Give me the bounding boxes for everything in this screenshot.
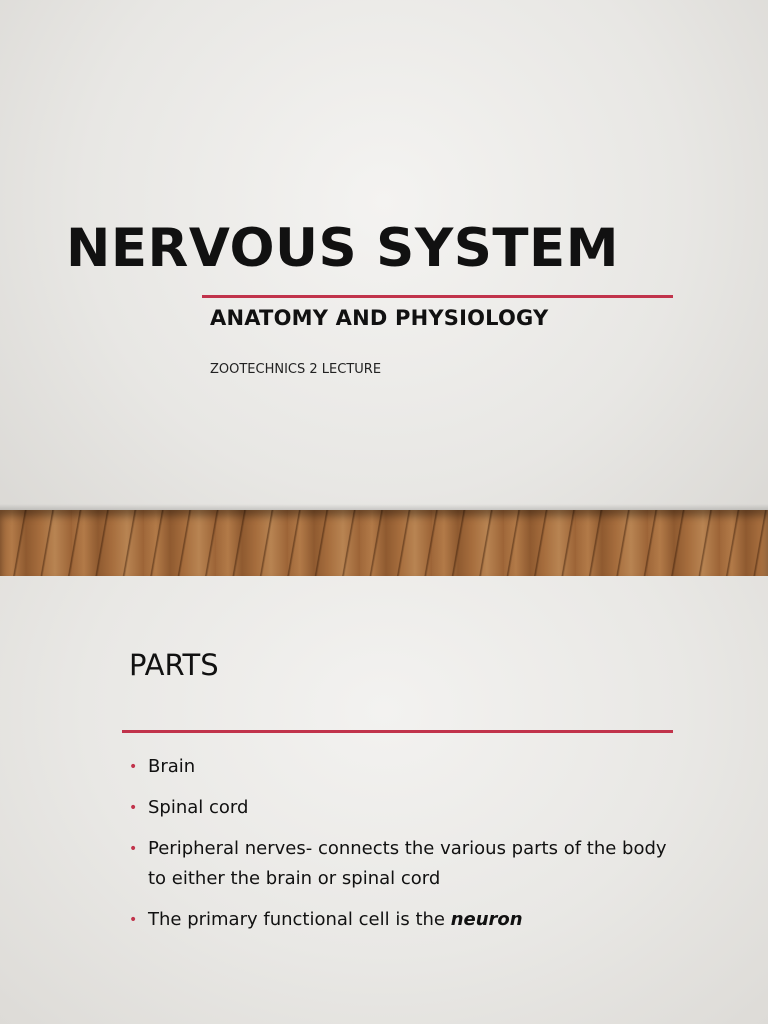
bullet-item-neuron: [129, 905, 669, 935]
title-divider: [202, 295, 673, 298]
lecture-label: ZOOTECHNICS 2 LECTURE: [210, 362, 382, 377]
bullet-item-spinal-cord: [129, 793, 669, 823]
bullet-text: Brain: [148, 756, 196, 777]
bullet-text: Spinal cord: [148, 797, 249, 818]
bullet-emphasis-neuron: neuron: [450, 909, 523, 930]
bullet-dot-icon: •: [129, 800, 138, 816]
bullet-dot-icon: •: [129, 912, 138, 928]
bullet-dot-icon: •: [129, 759, 138, 775]
bullet-item-peripheral-nerves: [129, 834, 669, 894]
parts-divider: [122, 730, 673, 733]
wooden-floor-image: [0, 510, 768, 576]
slide-title: NERVOUS SYSTEM: [66, 218, 619, 279]
parts-heading: PARTS: [129, 648, 219, 682]
parts-slide: [0, 576, 768, 1024]
bullet-item-brain: [129, 752, 669, 782]
bullet-text: The primary functional cell is the: [148, 909, 451, 930]
bullet-text: Peripheral nerves- connects the various parts of the body to either the brain or spinal cord: [148, 838, 667, 889]
bullet-dot-icon: •: [129, 841, 138, 857]
parts-bullet-list: [129, 752, 669, 946]
slide-subtitle: ANATOMY AND PHYSIOLOGY: [210, 306, 549, 330]
